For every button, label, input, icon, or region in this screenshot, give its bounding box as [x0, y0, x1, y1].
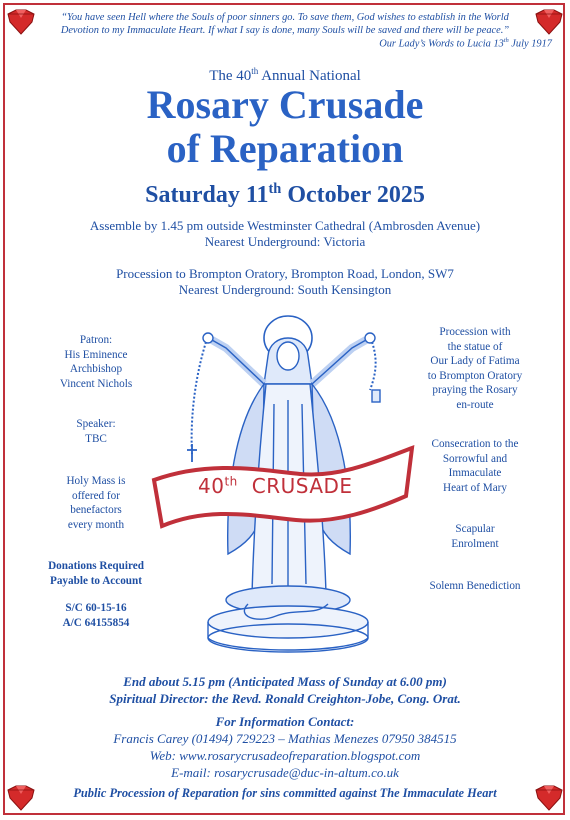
benediction-text: Solemn Benediction — [429, 580, 521, 592]
quote-source-sup: th — [503, 37, 509, 44]
assemble-text: Assemble by 1.45 pm outside Westminster Cathedral (Ambrosden Avenue) — [89, 218, 481, 233]
scapular-line: Scapular — [455, 523, 495, 535]
scapular-block — [414, 522, 536, 551]
quote-line: “You have seen Hell where the Souls of poor sinners go. To save them, God wishes to establish in the World — [61, 12, 509, 23]
banner-sup: th — [224, 474, 238, 489]
sort-code: S/C 60-15-16 — [65, 602, 127, 614]
event-date — [0, 181, 570, 209]
consecration-line: Sorrowful and — [442, 452, 508, 465]
ruby-heart-icon — [532, 8, 566, 36]
procession-line: Procession with — [439, 326, 511, 338]
quote-line: Devotion to my Immaculate Heart. If what I say is done, many Souls will be saved and there will be peace.” — [60, 25, 510, 36]
date-suffix: October 2025 — [281, 182, 425, 208]
procession-line: praying the Rosary — [432, 384, 518, 396]
procession-block — [414, 325, 536, 412]
annual-sup: th — [251, 66, 259, 76]
mass-line: every month — [67, 518, 125, 531]
banner-word: CRUSADE — [251, 474, 353, 498]
patron-block — [36, 333, 156, 391]
donations-line: Payable to Account — [50, 574, 142, 587]
procession-line: the statue of — [447, 340, 503, 353]
mass-line: offered for — [72, 489, 120, 502]
speaker-label: Speaker: — [76, 418, 116, 430]
donations-block — [30, 559, 162, 588]
underground-south-kensington: Nearest Underground: South Kensington — [178, 282, 392, 297]
footer-tagline: Public Procession of Reparation for sins committed against The Immaculate Heart — [73, 786, 497, 800]
end-time: End about 5.15 pm (Anticipated Mass of Sunday at 6.00 pm) — [123, 674, 447, 689]
quote-source-suffix: July 1917 — [508, 38, 552, 50]
patron-line: His Eminence — [64, 348, 128, 361]
banner-number: 40 — [198, 474, 225, 498]
speaker-name: TBC — [85, 432, 107, 445]
mass-line: benefactors — [70, 504, 122, 516]
donations-line: Donations Required — [48, 560, 144, 572]
contact-heading: For Information Contact: — [215, 714, 355, 729]
quote-source — [379, 37, 552, 49]
consecration-line: Heart of Mary — [443, 481, 507, 494]
banner-text — [198, 474, 353, 498]
procession-line: to Brompton Oratory — [427, 369, 523, 382]
date-prefix: Saturday 11 — [145, 182, 269, 208]
account-number: A/C 64155854 — [62, 616, 130, 629]
annual-prefix: The 40 — [209, 68, 252, 84]
consecration-block — [414, 437, 536, 495]
contact-web: Web: www.rosarycrusadeofreparation.blogspot.com — [149, 748, 421, 763]
quote-source-text: Our Lady’s Words to Lucia 13 — [379, 38, 504, 50]
annual-suffix: Annual National — [258, 68, 361, 84]
contact-email: E-mail: rosarycrusade@duc-in-altum.co.uk — [171, 765, 399, 780]
page-title-line-2: of Reparation — [166, 126, 404, 171]
ruby-heart-icon — [4, 8, 38, 36]
procession-line: en-route — [456, 398, 494, 411]
contact-phones: Francis Carey (01494) 729223 – Mathias Menezes 07950 384515 — [113, 731, 457, 746]
page-title-line-1: Rosary Crusade — [146, 82, 424, 127]
procession-route: Procession to Brompton Oratory, Brompton Road, London, SW7 — [116, 266, 454, 281]
underground-victoria: Nearest Underground: Victoria — [204, 234, 366, 249]
patron-label: Patron: — [79, 334, 113, 346]
scapular-line: Enrolment — [451, 537, 499, 550]
fatima-quote — [46, 11, 524, 37]
consecration-line: Immaculate — [448, 467, 502, 479]
patron-line: Archbishop — [69, 363, 123, 375]
account-block — [36, 601, 156, 630]
mass-line: Holy Mass is — [66, 475, 126, 487]
date-sup: th — [268, 181, 282, 197]
spiritual-director: Spiritual Director: the Revd. Ronald Creighton-Jobe, Cong. Orat. — [109, 691, 461, 706]
mass-block — [36, 474, 156, 532]
procession-line: Our Lady of Fatima — [430, 355, 520, 367]
speaker-block — [36, 417, 156, 446]
patron-name: Vincent Nichols — [59, 377, 133, 390]
consecration-line: Consecration to the — [431, 438, 519, 450]
